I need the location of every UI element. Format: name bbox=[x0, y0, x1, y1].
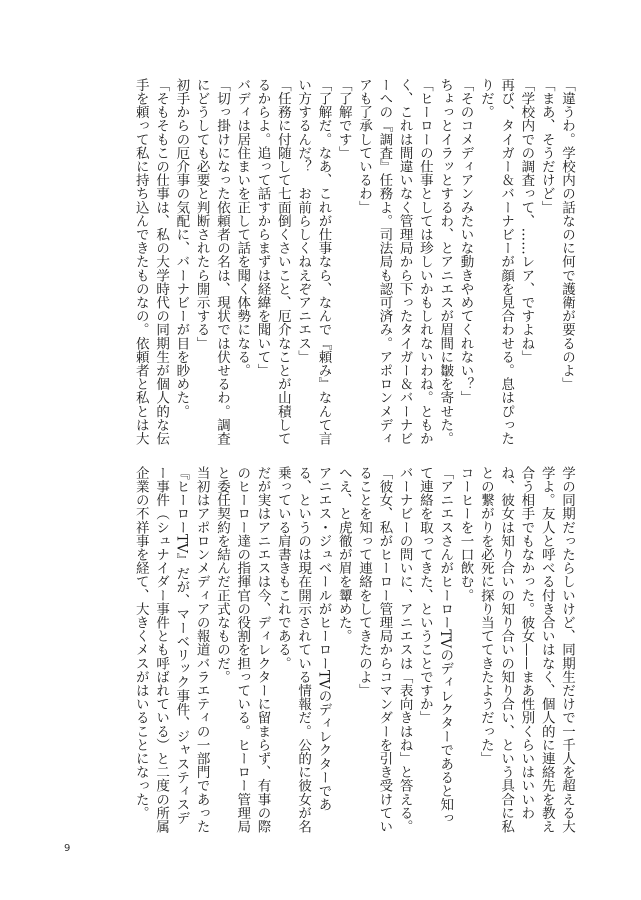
paragraph: 「まあ、そうだけど」 bbox=[538, 78, 555, 214]
paragraph: 「任務に付随して七面倒くさいこと、厄介なことが山積してるからよ。追って話すからまずは経緯を聞いて」 bbox=[254, 78, 291, 446]
paragraph: 「了解です」 bbox=[335, 78, 352, 160]
paragraph: 再び、タイガー＆バーナビーが顔を見合わせる。息はぴったりだ。 bbox=[477, 78, 515, 446]
paragraph: 「アニエスさんがヒーローTVのディレクターであると知って連絡を取ってきた、ということですか」 bbox=[416, 466, 454, 825]
paragraph: 当初はアポロンメディアの報道バラエティの一部門であった『ヒーローTV』だが、マーベリック事件、ジャスティスデー事件（シュナイダー事件とも呼ばれている）と二度の所属企業の不祥事を経て、大きくメスがはいることになった。 bbox=[132, 466, 210, 834]
paragraph: バーナビーの問いに、アニエスは「表向きはね」と答える。 bbox=[396, 466, 413, 834]
paragraph: へえ、と虎徹が眉を顰めた。 bbox=[335, 466, 352, 643]
paragraph: 「そもそもこの仕事は、私の大学時代の同期生が個人的な伝手を頼って私に持ち込んできたものなの。依頼者と私とは大 bbox=[132, 78, 170, 446]
paragraph: 「彼女、私がヒーロー管理局からコマンダーを引き受けていることを知って連絡をしてきたのよ」 bbox=[356, 466, 393, 834]
text-block-bottom bbox=[72, 466, 577, 838]
paragraph: 「学校内での調査って、……レア、ですよね」 bbox=[518, 78, 535, 364]
paragraph: バディは居住まいを正して話を聞く体勢になる。 bbox=[234, 78, 251, 378]
paragraph: 「そのコメディアンみたいな動きやめてくれない？」 bbox=[457, 78, 474, 405]
paragraph: コーヒーを一口飲む。 bbox=[457, 466, 474, 602]
paragraph: アニエス・ジュベールがヒーローTVのディレクターである、というのは現在開示されている情報だ。公的に彼女が名乗っている肩書きもこれである。 bbox=[274, 466, 332, 834]
paragraph: 「了解だ。なあ、これが仕事なら、なんで『頼み』なんて言い方するんだ？ お前らしくねえぞアニエス」 bbox=[295, 78, 332, 446]
paragraph: 「違うわ。学校内の話なのに何で護衛が要るのよ」 bbox=[559, 78, 575, 391]
paragraph: 「切っ掛けになった依頼者の名は、現状では伏せるわ。調査にどうしても必要と判断されたら開示する」 bbox=[193, 78, 230, 446]
paragraph: 「ヒーローの仕事としては珍しいかもしれないわね。ともかく、これは間違いなく管理局から下ったタイガー＆バーナビーへの『調査』任務よ。司法局も認可済み。アポロンメディアも了承しているわ」 bbox=[356, 78, 433, 446]
page-number: 9 bbox=[64, 843, 71, 854]
paragraph: ちょっとイラッとするわ、とアニエスが眉間に皺を寄せた。 bbox=[437, 78, 454, 446]
paragraph: だが実はアニエスは今、ディレクターに留まらず、有事の際のヒーロー達の指揮官の役割を担っている。ヒーロー管理局と委任契約を結んだ正式なものだ。 bbox=[213, 466, 271, 834]
paragraph: 学の同期だったらしいけど、同期生だけで一千人を超える大学よ。友人と呼べる付き合いはなく、個人的に連絡先を教え合う相手でもなかった。彼女——まあ性別くらいはいいわね、彼女は知り合いの知り合いの知り合い、という具合に私との繋がりを必死に探り当ててきたようだった」 bbox=[477, 466, 575, 834]
text-block-top bbox=[72, 78, 577, 448]
paragraph: 初手からの厄介事の気配に、バーナビーが目を眇めた。 bbox=[173, 78, 190, 418]
